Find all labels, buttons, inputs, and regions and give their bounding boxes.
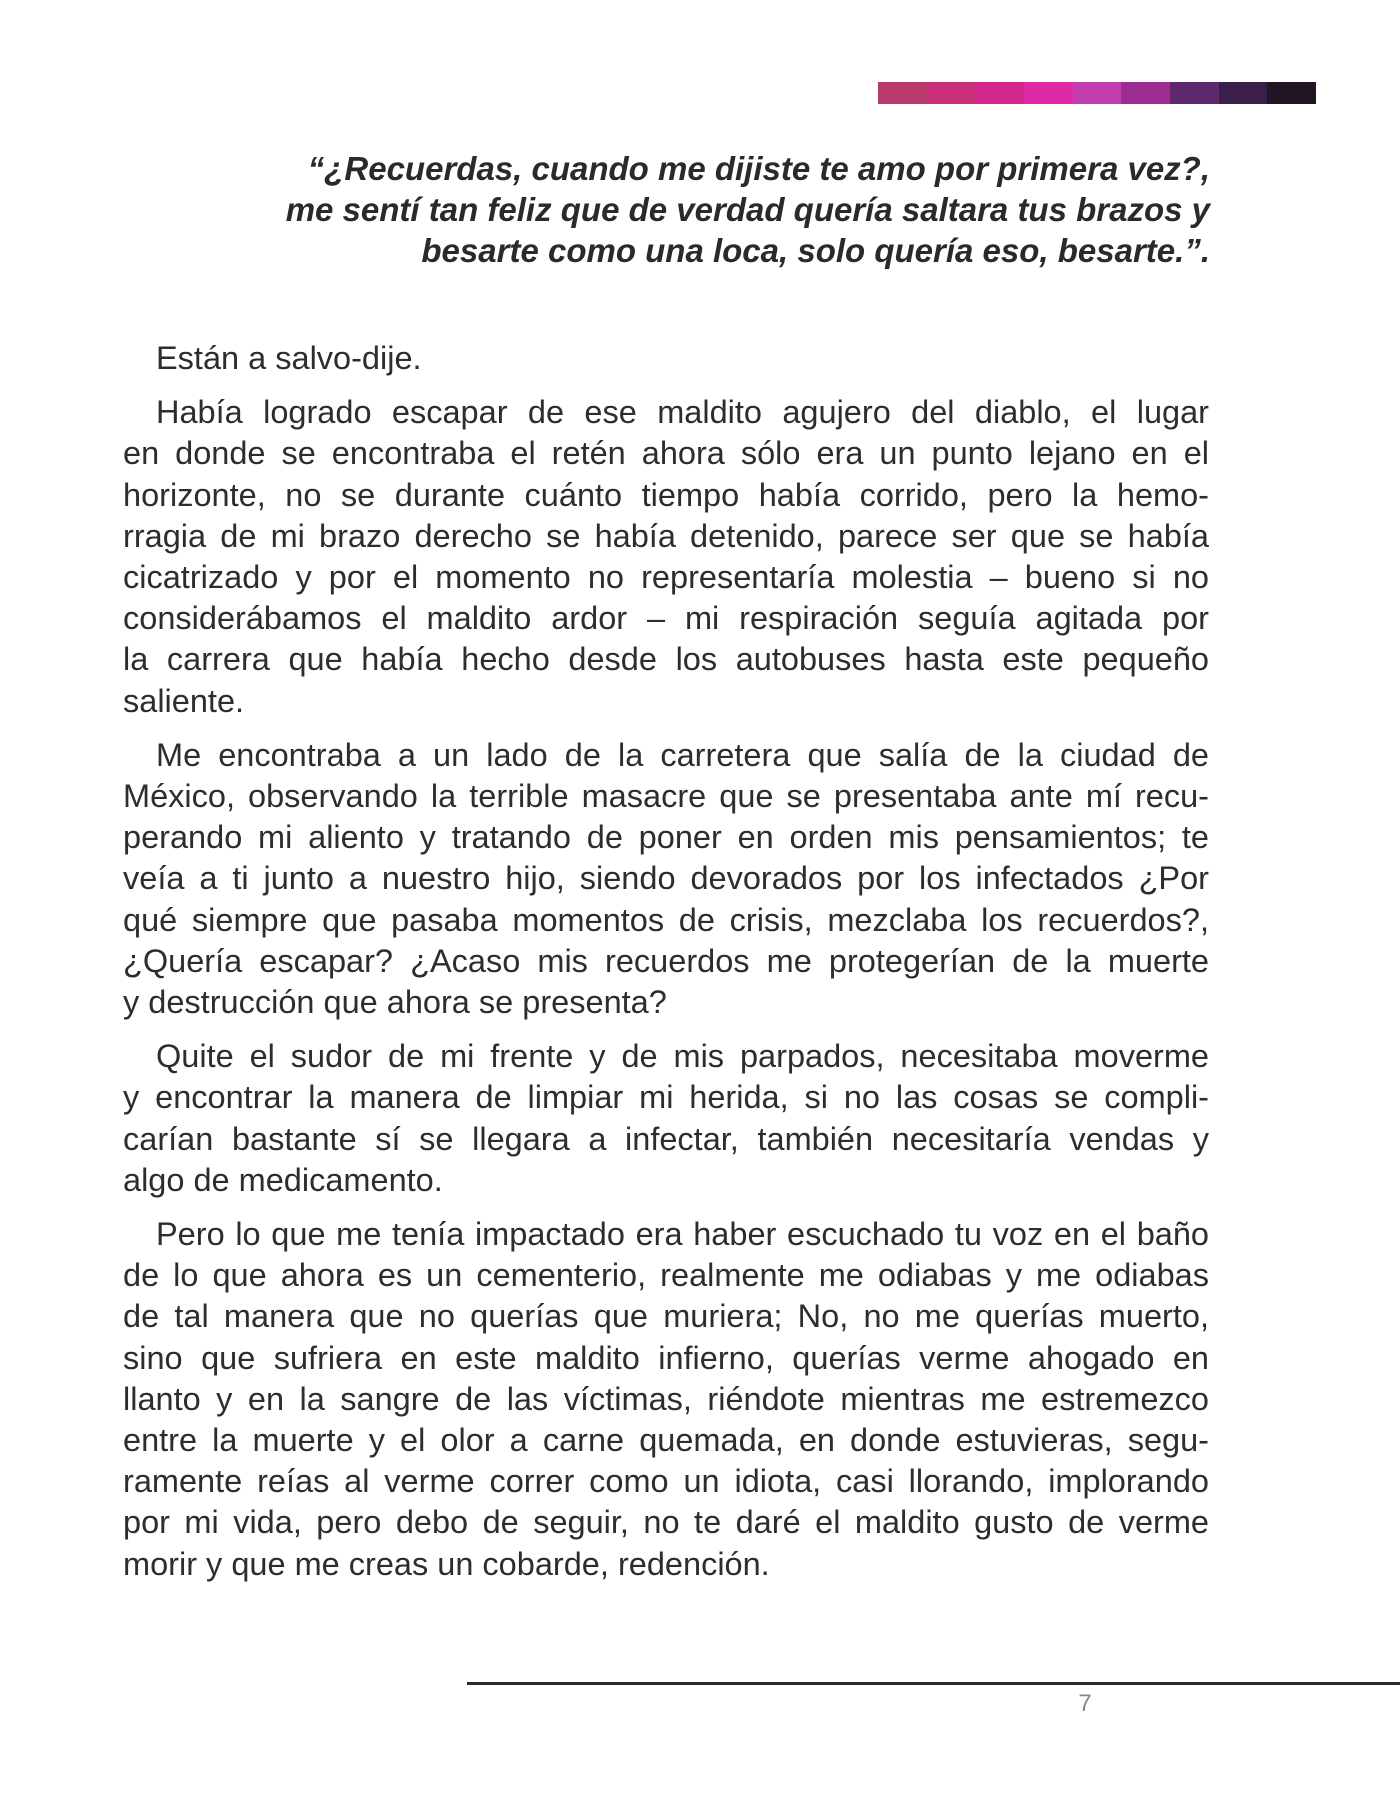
paragraph-line: por mi vida, pero debo de seguir, no te daré el maldito gusto de verme [123, 1504, 1209, 1541]
color-bar-segment [878, 82, 927, 104]
paragraph [123, 338, 1209, 379]
body-text [123, 338, 1209, 1598]
paragraph-line: perando mi aliento y tratando de poner en orden mis pensamientos; te [123, 819, 1209, 856]
paragraph-line: horizonte, no se durante cuánto tiempo había corrido, pero la hemo- [123, 476, 1209, 513]
paragraph-line: en donde se encontraba el retén ahora sólo era un punto lejano en el [123, 435, 1209, 472]
paragraph-line: Me encontraba a un lado de la carretera que salía de la ciudad de [156, 736, 1209, 773]
paragraph-line: Había logrado escapar de ese maldito agujero del diablo, el lugar [156, 394, 1209, 431]
paragraph-line: cicatrizado y por el momento no representaría molestia – bueno si no [123, 559, 1209, 596]
paragraph-line: considerábamos el maldito ardor – mi respiración seguía agitada por [123, 600, 1209, 637]
paragraph [123, 1214, 1209, 1585]
paragraph-line: carían bastante sí se llegara a infectar, también necesitaría vendas y [123, 1120, 1209, 1157]
paragraph [123, 1036, 1209, 1201]
page-number: 7 [1078, 1690, 1092, 1717]
paragraph-line: Quite el sudor de mi frente y de mis parpados, necesitaba moverme [156, 1038, 1209, 1075]
paragraph-line: la carrera que había hecho desde los autobuses hasta este pequeño [123, 641, 1209, 678]
color-bar-segment [1073, 82, 1122, 104]
paragraph-line: Pero lo que me tenía impactado era haber escuchado tu voz en el baño [156, 1216, 1209, 1253]
color-bar-segment [975, 82, 1024, 104]
footer-rule [467, 1682, 1400, 1685]
paragraph-line: y destrucción que ahora se presenta? [123, 984, 667, 1021]
color-bar-segment [927, 82, 976, 104]
epigraph-line: me sentí tan feliz que de verdad quería saltara tus brazos y [285, 191, 1210, 228]
epigraph-line: besarte como una loca, solo quería eso, besarte.”. [421, 232, 1210, 269]
paragraph-line: morir y que me creas un cobarde, redención. [123, 1545, 770, 1582]
paragraph-line: rragia de mi brazo derecho se había detenido, parece ser que se había [123, 517, 1209, 554]
paragraph-line: veía a ti junto a nuestro hijo, siendo devorados por los infectados ¿Por [123, 860, 1209, 897]
epigraph-quote [160, 148, 1210, 271]
decorative-color-bar [878, 82, 1316, 104]
color-bar-segment [1024, 82, 1073, 104]
color-bar-segment [1121, 82, 1170, 104]
paragraph-line: de lo que ahora es un cementerio, realmente me odiabas y me odiabas [123, 1257, 1209, 1294]
paragraph [123, 392, 1209, 722]
paragraph-line: sino que sufriera en este maldito infierno, querías verme ahogado en [123, 1339, 1209, 1376]
paragraph-line: Están a salvo-dije. [156, 340, 422, 376]
paragraph [123, 735, 1209, 1023]
paragraph-line: de tal manera que no querías que muriera; No, no me querías muerto, [123, 1298, 1209, 1335]
epigraph-line: “¿Recuerdas, cuando me dijiste te amo por primera vez?, [307, 150, 1210, 187]
color-bar-segment [1267, 82, 1316, 104]
color-bar-segment [1219, 82, 1268, 104]
paragraph-line: México, observando la terrible masacre que se presentaba ante mí recu- [123, 778, 1209, 815]
paragraph-line: y encontrar la manera de limpiar mi herida, si no las cosas se compli- [123, 1079, 1209, 1116]
paragraph-line: ramente reías al verme correr como un idiota, casi llorando, implorando [123, 1463, 1209, 1500]
paragraph-line: qué siempre que pasaba momentos de crisis, mezclaba los recuerdos?, [123, 901, 1209, 938]
paragraph-line: llanto y en la sangre de las víctimas, riéndote mientras me estremezco [123, 1380, 1209, 1417]
color-bar-segment [1170, 82, 1219, 104]
paragraph-line: ¿Quería escapar? ¿Acaso mis recuerdos me protegerían de la muerte [123, 942, 1209, 979]
paragraph-line: algo de medicamento. [123, 1161, 443, 1198]
paragraph-line: saliente. [123, 682, 245, 719]
paragraph-line: entre la muerte y el olor a carne quemada, en donde estuvieras, segu- [123, 1422, 1209, 1459]
